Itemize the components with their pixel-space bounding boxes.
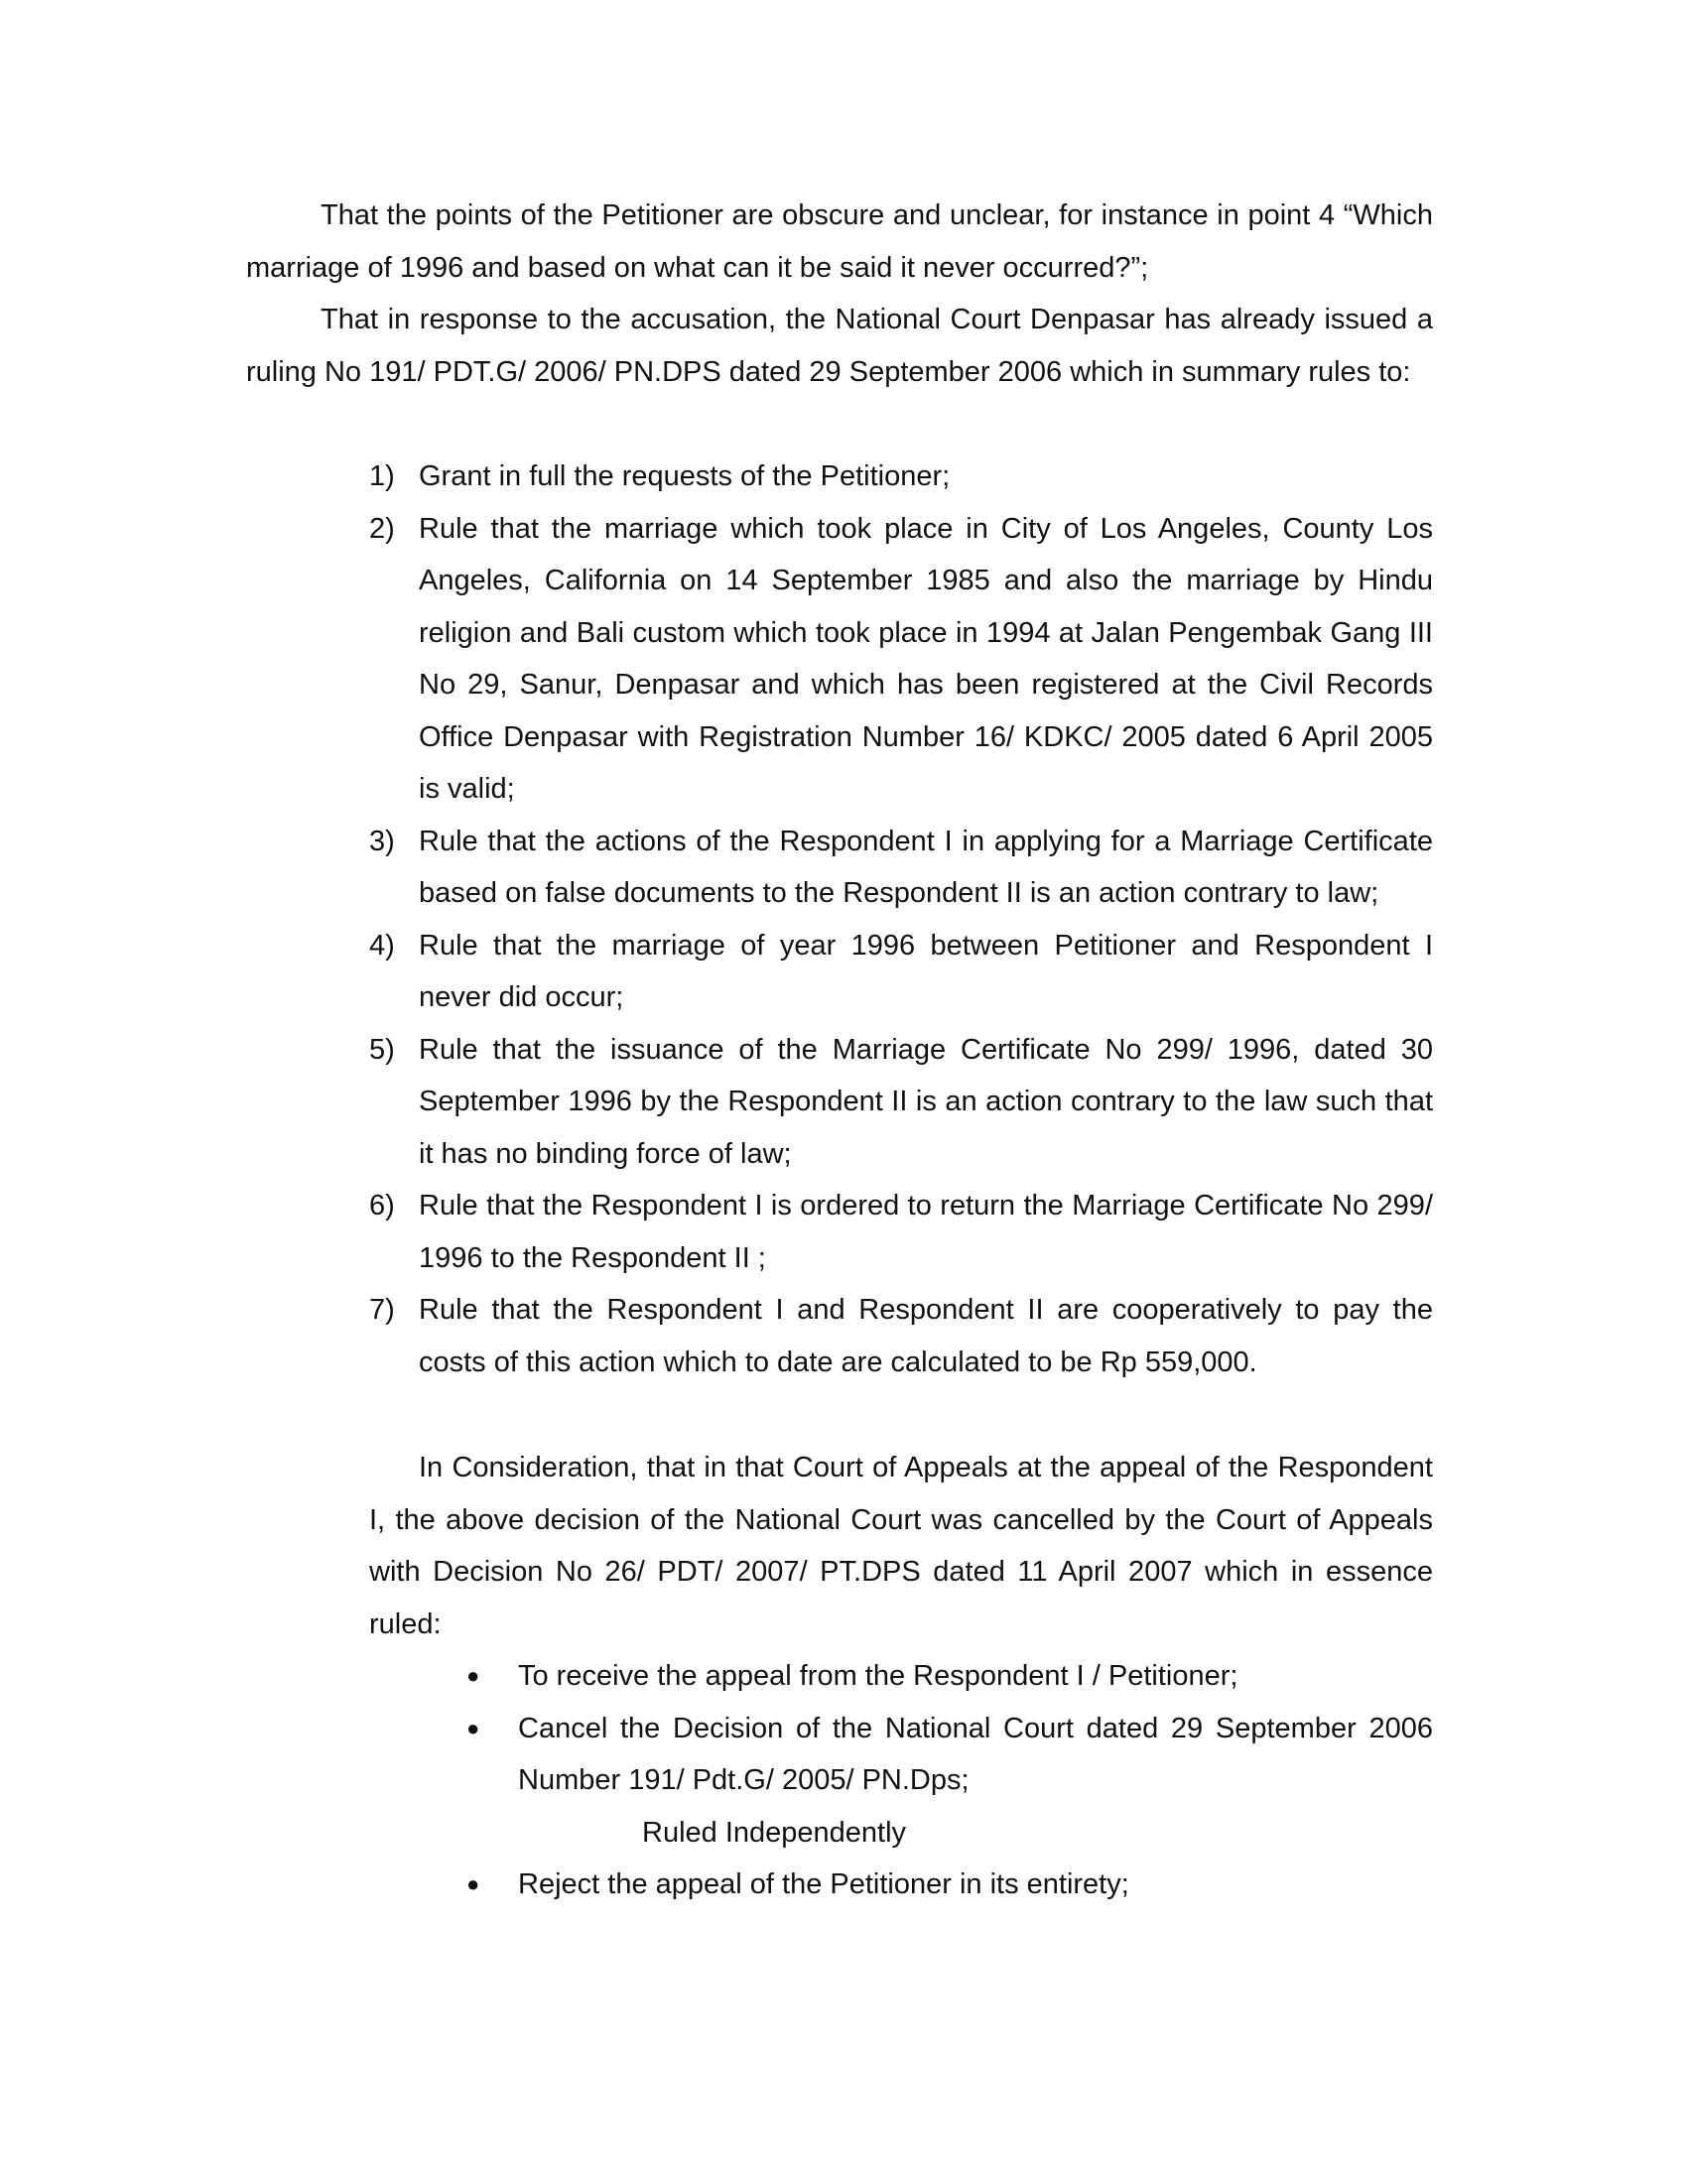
- ruling-item: [369, 450, 1433, 503]
- ruling-number: 4): [369, 929, 395, 962]
- bullet-icon: ●: [466, 1871, 480, 1896]
- bullet-icon: ●: [466, 1715, 480, 1740]
- ruling-number: 6): [369, 1190, 395, 1221]
- ruling-item: [369, 503, 1433, 816]
- appeal-ruling-text: To receive the appeal from the Respondent I / Petitioner;: [518, 1660, 1238, 1692]
- ruling-number: 2): [369, 512, 395, 545]
- bullet-icon: ●: [466, 1663, 480, 1688]
- paragraph-obscure-points: That the points of the Petitioner are obscure and unclear, for instance in point 4 “Which marriage of 1996 and based on what can it be said it never occurred?”;: [246, 199, 1433, 284]
- ruling-text: Rule that the marriage of year 1996 between Petitioner and Respondent I never did occur;: [419, 929, 1433, 1013]
- ruling-text: Grant in full the requests of the Petitioner;: [419, 460, 951, 492]
- ruling-text: Rule that the Respondent I and Respondent II are cooperatively to pay the costs of this action which to date are calculated to be Rp 559,000.: [419, 1294, 1433, 1378]
- ruling-item: [369, 920, 1433, 1024]
- paragraph-national-court-ruling: That in response to the accusation, the National Court Denpasar has already issued a ruling No 191/ PDT.G/ 2006/ PN.DPS dated 29 September 2006 which in summary rules to:: [246, 304, 1433, 388]
- ruling-item: [369, 1284, 1433, 1388]
- ruling-text: Rule that the marriage which took place in City of Los Angeles, County Los Angeles, California on 14 September 1985 and also the marriage by Hindu religion and Bali custom which took place in 1994 at Jalan Pengembak Gang III No 29, Sanur, Denpasar and which has been registered at the Civil Records Office Denpasar with Registration Number 16/ KDKC/ 2005 dated 6 April 2005 is valid;: [419, 512, 1433, 805]
- ruling-text: Rule that the Respondent I is ordered to return the Marriage Certificate No 299/ 1996 to the Respondent II ;: [419, 1190, 1433, 1274]
- appeal-ruling-text: Reject the appeal of the Petitioner in its entirety;: [518, 1868, 1129, 1900]
- appeal-ruling-text: Cancel the Decision of the National Court dated 29 September 2006 Number 191/ Pdt.G/ 2005/ PN.Dps;: [518, 1712, 1433, 1796]
- ruling-number: 3): [369, 825, 395, 857]
- paragraph-appeal-consideration: In Consideration, that in that Court of Appeals at the appeal of the Respondent I, the above decision of the National Court was cancelled by the Court of Appeals with Decision No 26/ PDT/ 2007/ PT.DPS dated 11 April 2007 which in essence ruled:: [369, 1452, 1433, 1640]
- ruling-item: [369, 816, 1433, 920]
- ruling-number: 1): [369, 460, 395, 492]
- ruling-number: 7): [369, 1294, 395, 1326]
- ruling-list: [369, 450, 1433, 1388]
- ruling-text: Rule that the issuance of the Marriage Certificate No 299/ 1996, dated 30 September 1996 by the Respondent II is an action contrary to the law such that it has no binding force of law;: [419, 1033, 1433, 1170]
- ruling-text: Rule that the actions of the Respondent I in applying for a Marriage Certificate based on false documents to the Respondent II is an action contrary to law;: [419, 825, 1433, 909]
- ruling-item: [369, 1180, 1433, 1284]
- appeal-ruling-item: [466, 1650, 1433, 1703]
- appeal-ruling-item: [466, 1703, 1433, 1807]
- ruled-independently-heading: Ruled Independently: [642, 1816, 907, 1849]
- appeal-ruling-item: [466, 1859, 1433, 1911]
- appeal-ruling-list: [466, 1650, 1433, 1911]
- ruling-number: 5): [369, 1033, 395, 1066]
- ruling-item: [369, 1024, 1433, 1181]
